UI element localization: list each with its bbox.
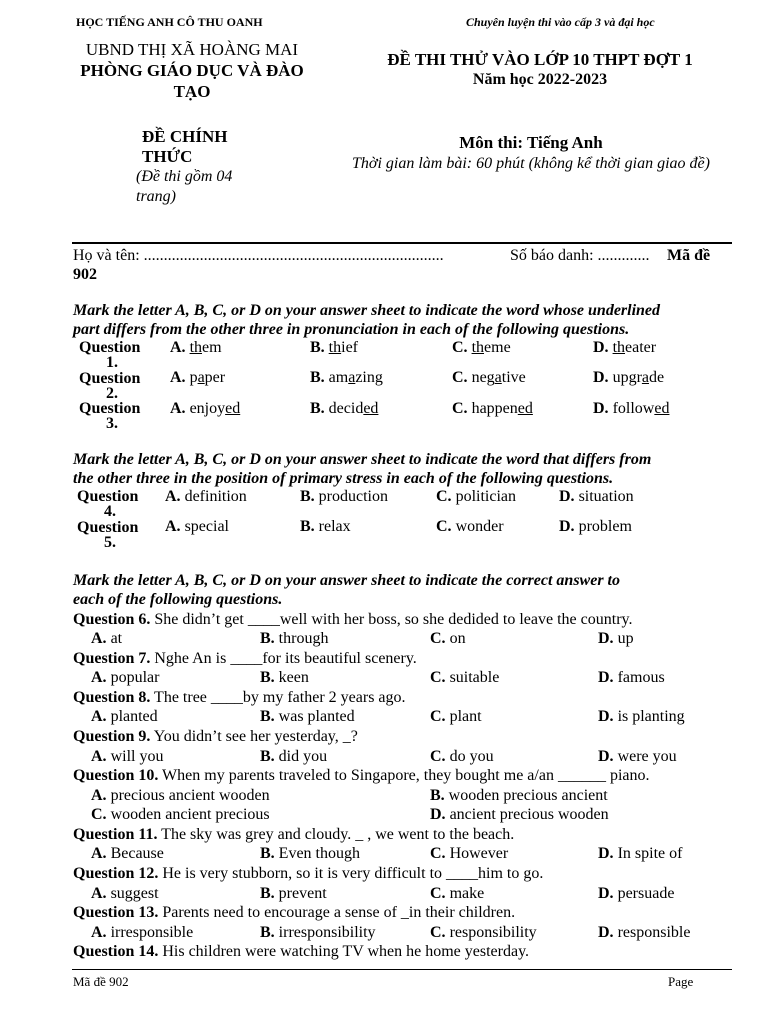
- q5-number: 5.: [104, 534, 116, 551]
- q1-option-b[interactable]: B. thief: [310, 339, 358, 356]
- pages-line1: (Đề thi gồm 04: [136, 168, 233, 185]
- q1-label: Question: [79, 339, 141, 356]
- section1-instruction-1: Mark the letter A, B, C, or D on your answer sheet to indicate the word whose underlined: [73, 302, 661, 319]
- section3-instruction-1: Mark the letter A, B, C, or D on your answer sheet to indicate the correct answer to: [73, 572, 620, 589]
- q11-option-a[interactable]: A. Because: [91, 845, 164, 862]
- q7-option-d[interactable]: D. famous: [598, 669, 665, 686]
- q13-option-a[interactable]: A. irresponsible: [91, 924, 194, 941]
- q8-option-a[interactable]: A. planted: [91, 708, 158, 725]
- subject: Môn thi: Tiếng Anh: [459, 133, 603, 152]
- exam-code: 902: [73, 266, 97, 283]
- q3-label: Question: [79, 400, 141, 417]
- org-line1: UBND THỊ XÃ HOÀNG MAI: [85, 40, 299, 59]
- org-line3: TẠO: [173, 82, 211, 101]
- q8-option-b[interactable]: B. was planted: [260, 708, 355, 725]
- q1-number: 1.: [106, 354, 118, 371]
- q6-option-d[interactable]: D. up: [598, 630, 634, 647]
- q10-option-b[interactable]: B. wooden precious ancient: [430, 787, 608, 804]
- official-line2: THỨC: [142, 147, 193, 166]
- q5-option-d[interactable]: D. problem: [559, 518, 632, 535]
- section1-instruction-2: part differs from the other three in pronunciation in each of the following questions.: [73, 321, 630, 338]
- q7-option-b[interactable]: B. keen: [260, 669, 309, 686]
- q1-option-a[interactable]: A. them: [170, 339, 222, 356]
- q14-stem: Question 14. His children were watching TV when he home yesterday.: [73, 943, 530, 960]
- q12-option-a[interactable]: A. suggest: [91, 885, 159, 902]
- q9-option-d[interactable]: D. were you: [598, 748, 677, 765]
- q3-option-c[interactable]: C. happened: [452, 400, 533, 417]
- q3-option-d[interactable]: D. followed: [593, 400, 670, 417]
- q12-option-c[interactable]: C. make: [430, 885, 485, 902]
- footer-page: Page: [668, 974, 694, 989]
- q9-stem: Question 9. You didn’t see her yesterday, _?: [73, 728, 358, 745]
- q4-option-c[interactable]: C. politician: [436, 488, 516, 505]
- q5-option-b[interactable]: B. relax: [300, 518, 351, 535]
- footer-code: Mã đề 902: [73, 974, 129, 989]
- q1-option-c[interactable]: C. theme: [452, 339, 511, 356]
- q4-option-a[interactable]: A. definition: [165, 488, 247, 505]
- q11-option-c[interactable]: C. However: [430, 845, 509, 862]
- org-line2: PHÒNG GIÁO DỤC VÀ ĐÀO: [80, 61, 304, 80]
- q7-option-c[interactable]: C. suitable: [430, 669, 500, 686]
- q9-option-b[interactable]: B. did you: [260, 748, 328, 765]
- q6-option-c[interactable]: C. on: [430, 630, 466, 647]
- q5-option-a[interactable]: A. special: [165, 518, 229, 535]
- header-right: Chuyên luyện thi vào cấp 3 và đại học: [466, 15, 655, 29]
- q10-option-a[interactable]: A. precious ancient wooden: [91, 787, 270, 804]
- q13-stem: Question 13. Parents need to encourage a sense of _in their children.: [73, 904, 516, 921]
- q12-stem: Question 12. He is very stubborn, so it is very difficult to ____him to go.: [73, 865, 544, 882]
- q4-label: Question: [77, 488, 139, 505]
- q10-stem: Question 10. When my parents traveled to Singapore, they bought me a/an ______ piano.: [73, 767, 650, 784]
- q13-option-b[interactable]: B. irresponsibility: [260, 924, 376, 941]
- q2-option-d[interactable]: D. upgrade: [593, 369, 665, 386]
- exam-time: Thời gian làm bài: 60 phút (không kể thời gian giao đề): [352, 155, 710, 172]
- q10-option-c[interactable]: C. wooden ancient precious: [91, 806, 270, 823]
- q12-option-b[interactable]: B. prevent: [260, 885, 327, 902]
- q5-label: Question: [77, 519, 139, 536]
- q6-option-b[interactable]: B. through: [260, 630, 329, 647]
- q6-option-a[interactable]: A. at: [91, 630, 123, 647]
- q2-option-a[interactable]: A. paper: [170, 369, 226, 386]
- q2-label: Question: [79, 370, 141, 387]
- pages-line2: trang): [136, 188, 176, 205]
- divider-footer: [72, 969, 732, 970]
- candidate-name: Họ và tên: ...........................................................................: [73, 247, 444, 264]
- q4-option-b[interactable]: B. production: [300, 488, 388, 505]
- q6-stem: Question 6. She didn’t get ____well with her boss, so she dedided to leave the country.: [73, 611, 633, 628]
- q4-option-d[interactable]: D. situation: [559, 488, 634, 505]
- header-left: HỌC TIẾNG ANH CÔ THU OANH: [76, 15, 263, 29]
- q7-stem: Question 7. Nghe An is ____for its beautiful scenery.: [73, 650, 417, 667]
- q11-option-b[interactable]: B. Even though: [260, 845, 360, 862]
- q11-stem: Question 11. The sky was grey and cloudy. _ , we went to the beach.: [73, 826, 515, 843]
- q13-option-d[interactable]: D. responsible: [598, 924, 691, 941]
- q11-option-d[interactable]: D. In spite of: [598, 845, 683, 862]
- q4-number: 4.: [104, 503, 116, 520]
- divider-top: [72, 242, 732, 244]
- q8-option-c[interactable]: C. plant: [430, 708, 482, 725]
- section2-instruction-1: Mark the letter A, B, C, or D on your answer sheet to indicate the word that differs from: [73, 451, 652, 468]
- q2-number: 2.: [106, 385, 118, 402]
- q5-option-c[interactable]: C. wonder: [436, 518, 504, 535]
- official-line1: ĐỀ CHÍNH: [142, 127, 228, 146]
- q3-number: 3.: [106, 415, 118, 432]
- q2-option-b[interactable]: B. amazing: [310, 369, 383, 386]
- exam-year: Năm học 2022-2023: [472, 71, 608, 88]
- exam-title: ĐỀ THI THỬ VÀO LỚP 10 THPT ĐỢT 1: [387, 50, 693, 69]
- q8-option-d[interactable]: D. is planting: [598, 708, 685, 725]
- q9-option-a[interactable]: A. will you: [91, 748, 164, 765]
- q10-option-d[interactable]: D. ancient precious wooden: [430, 806, 609, 823]
- q3-option-a[interactable]: A. enjoyed: [170, 400, 241, 417]
- q1-option-d[interactable]: D. theater: [593, 339, 657, 356]
- q12-option-d[interactable]: D. persuade: [598, 885, 675, 902]
- q7-option-a[interactable]: A. popular: [91, 669, 160, 686]
- q3-option-b[interactable]: B. decided: [310, 400, 379, 417]
- q8-stem: Question 8. The tree ____by my father 2 years ago.: [73, 689, 406, 706]
- section2-instruction-2: the other three in the position of primary stress in each of the following questions.: [73, 470, 614, 487]
- q13-option-c[interactable]: C. responsibility: [430, 924, 537, 941]
- candidate-number: Số báo danh: .............: [510, 247, 650, 264]
- exam-code-label: Mã đề: [667, 247, 711, 264]
- q9-option-c[interactable]: C. do you: [430, 748, 494, 765]
- q2-option-c[interactable]: C. negative: [452, 369, 526, 386]
- section3-instruction-2: each of the following questions.: [73, 591, 283, 608]
